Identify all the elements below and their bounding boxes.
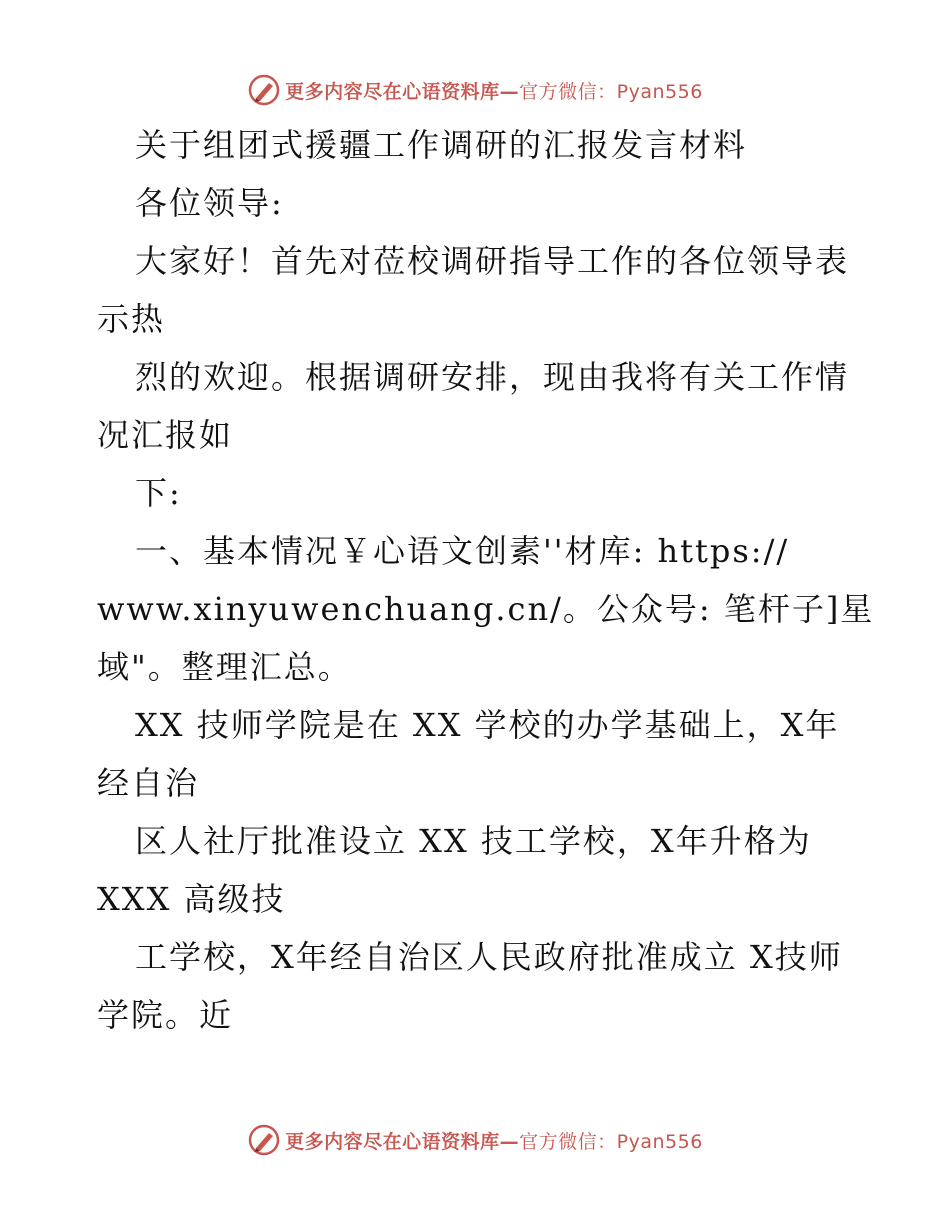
document-line: XXX 高级技 bbox=[97, 880, 286, 918]
footer-banner-dash: — bbox=[499, 1130, 520, 1153]
document-line: 况汇报如 bbox=[97, 416, 234, 454]
document-line: XX 技师学院是在 XX 学校的办学基础上，X年 bbox=[135, 706, 840, 744]
document-line: 域"。整理汇总。 bbox=[97, 648, 352, 686]
document-line: 区人社厅批准设立 XX 技工学校，X年升格为 bbox=[135, 822, 812, 860]
document-line: 下: bbox=[135, 474, 182, 512]
header-banner-text bbox=[285, 77, 703, 104]
pen-logo-icon bbox=[247, 1123, 281, 1157]
footer-banner bbox=[0, 1120, 950, 1160]
document-line: 各位领导: bbox=[135, 184, 284, 222]
document-line: 学院。近 bbox=[97, 996, 234, 1034]
header-wechat-id: 官方微信：Pyan556 bbox=[519, 80, 703, 103]
footer-banner-text bbox=[285, 1127, 703, 1154]
pen-logo-icon bbox=[247, 73, 281, 107]
footer-banner-title: 更多内容尽在心语资料库 bbox=[285, 1130, 500, 1153]
header-banner-title: 更多内容尽在心语资料库 bbox=[285, 80, 500, 103]
header-banner-dash: — bbox=[499, 80, 520, 103]
document-line: 示热 bbox=[97, 300, 166, 338]
document-line: 经自治 bbox=[97, 764, 200, 802]
document-line: 工学校，X年经自治区人民政府批准成立 X技师 bbox=[135, 938, 843, 976]
document-line: 大家好！首先对莅校调研指导工作的各位领导表 bbox=[135, 242, 850, 280]
document-line: www.xinyuwenchuang.cn/。公众号: 笔杆子]星 bbox=[97, 590, 875, 628]
header-banner bbox=[0, 70, 950, 110]
footer-wechat-id: 官方微信：Pyan556 bbox=[519, 1130, 703, 1153]
document-line: 一、基本情况￥心语文创素''材库: https:// bbox=[135, 532, 790, 570]
document-body bbox=[97, 116, 877, 1044]
document-line: 烈的欢迎。根据调研安排，现由我将有关工作情 bbox=[135, 358, 850, 396]
document-line: 关于组团式援疆工作调研的汇报发言材料 bbox=[135, 126, 748, 164]
